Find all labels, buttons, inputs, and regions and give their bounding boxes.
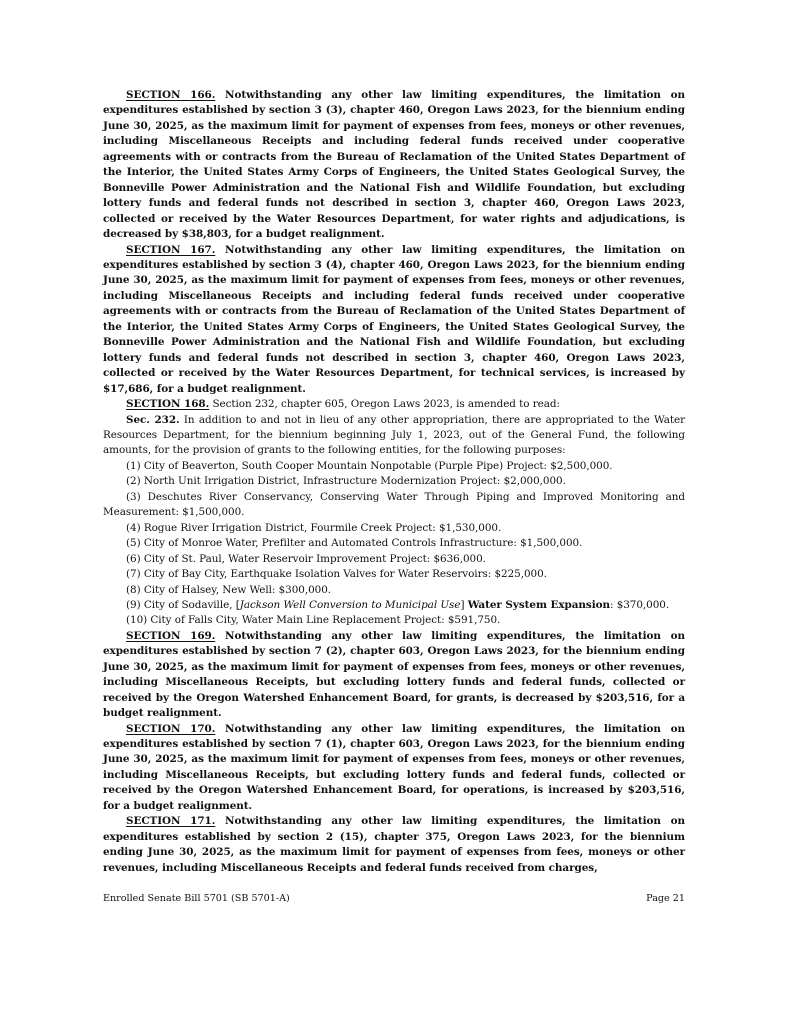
section-body: Notwithstanding any other law limiting expenditures, the limitation on expenditures established by section 7 (2), chapter 603, Oregon Laws 2023, for the biennium ending June 30, 2025, as the maximum limit for payment of expenses from fees, moneys or other revenues, including Miscellaneous Receipts, but excluding lottery funds and federal funds, collected or received by the Oregon Watershed Enhancement Board, for grants, is decreased by $203,516, for a budget realignment. <box>103 629 685 720</box>
section-heading: SECTION 169. <box>126 629 216 642</box>
list-item: (1) City of Beaverton, South Cooper Mountain Nonpotable (Purple Pipe) Project: $2,500,000. <box>126 459 613 472</box>
page-number: Page 21 <box>646 893 685 904</box>
list-item: (8) City of Halsey, New Well: $300,000. <box>126 583 332 596</box>
item9-suffix: : $370,000. <box>609 598 670 611</box>
section-heading: SECTION 166. <box>126 89 216 101</box>
section-171 <box>103 814 685 876</box>
list-item-amended <box>103 598 685 613</box>
deleted-text: Jackson Well Conversion to Municipal Use <box>239 598 461 611</box>
added-text: Water System Expansion <box>467 598 610 611</box>
section-168 <box>103 397 685 412</box>
list-item: (3) Deschutes River Conservancy, Conserving Water Through Piping and Improved Monitoring and Measurement: $1,500,000. <box>103 490 685 519</box>
section-body: Notwithstanding any other law limiting expenditures, the limitation on expenditures established by section 2 (15), chapter 375, Oregon Laws 2023, for the biennium ending June 30, 2025, as the maximum limit for payment of expenses from fees, moneys or other revenues, including Miscellaneous Receipts and federal funds received from charges, <box>103 815 685 874</box>
section-heading: SECTION 170. <box>126 722 216 735</box>
list-item: (4) Rogue River Irrigation District, Fourmile Creek Project: $1,530,000. <box>126 521 502 534</box>
list-item: (6) City of St. Paul, Water Reservoir Improvement Project: $636,000. <box>126 552 486 565</box>
section-170 <box>103 722 685 815</box>
section-169 <box>103 629 685 722</box>
section-166 <box>103 88 685 243</box>
list-item: (7) City of Bay City, Earthquake Isolation Valves for Water Reservoirs: $225,000. <box>126 568 547 581</box>
list-item: (5) City of Monroe Water, Prefilter and Automated Controls Infrastructure: $1,500,000. <box>126 537 583 550</box>
section-body: Notwithstanding any other law limiting expenditures, the limitation on expenditures established by section 3 (3), chapter 460, Oregon Laws 2023, for the biennium ending June 30, 2025, as the maximum limit for payment of expenses from fees, moneys or other revenues, including Miscellaneous Receipts and including federal funds received under cooperative agreements with or contracts from the Bureau of Reclamation of the United States Department of the Interior, the United States Army Corps of Engineers, the United States Geological Survey, the Bonneville Power Administration and the National Fish and Wildlife Foundation, but excluding lottery funds and federal funds not described in section 3, chapter 460, Oregon Laws 2023, collected or received by the Water Resources Department, for water rights and adjudications, is decreased by $38,803, for a budget realignment. <box>103 89 685 241</box>
section-body: Notwithstanding any other law limiting expenditures, the limitation on expenditures established by section 3 (4), chapter 460, Oregon Laws 2023, for the biennium ending June 30, 2025, as the maximum limit for payment of expenses from fees, moneys or other revenues, including Miscellaneous Receipts and including federal funds received under cooperative agreements with or contracts from the Bureau of Reclamation of the United States Department of the Interior, the United States Army Corps of Engineers, the United States Geological Survey, the Bonneville Power Administration and the National Fish and Wildlife Foundation, but excluding lottery funds and federal funds not described in section 3, chapter 460, Oregon Laws 2023, collected or received by the Water Resources Department, for technical services, is increased by $17,686, for a budget realignment. <box>103 243 685 395</box>
bill-name: Enrolled Senate Bill 5701 (SB 5701-A) <box>103 893 290 904</box>
list-item: (2) North Unit Irrigation District, Infrastructure Modernization Project: $2,000,000. <box>126 475 566 488</box>
item9-prefix: (9) City of Sodaville, [ <box>126 598 240 611</box>
sec-232-label: Sec. 232. <box>126 413 180 426</box>
section-167 <box>103 243 685 398</box>
section-heading: SECTION 167. <box>126 243 216 256</box>
section-heading: SECTION 171. <box>126 815 216 828</box>
section-intro: Section 232, chapter 605, Oregon Laws 2023, is amended to read: <box>212 398 560 411</box>
sec-232-body: In addition to and not in lieu of any other appropriation, there are appropriated to the Water Resources Department, for the biennium beginning July 1, 2023, out of the General Fund, the following amounts, for the provision of grants to the following entities, for the following purposes: <box>103 413 685 457</box>
page-footer <box>103 893 685 904</box>
item9-bracket: ] <box>460 598 465 611</box>
sec-232-paragraph <box>103 413 685 459</box>
document-page <box>103 88 685 876</box>
list-item: (10) City of Falls City, Water Main Line Replacement Project: $591,750. <box>126 614 501 627</box>
section-heading: SECTION 168. <box>126 398 210 411</box>
section-body: Notwithstanding any other law limiting expenditures, the limitation on expenditures established by section 7 (1), chapter 603, Oregon Laws 2023, for the biennium ending June 30, 2025, as the maximum limit for payment of expenses from fees, moneys or other revenues, including Miscellaneous Receipts, but excluding lottery funds and federal funds, collected or received by the Oregon Watershed Enhancement Board, for operations, is increased by $203,516, for a budget realignment. <box>103 722 685 812</box>
